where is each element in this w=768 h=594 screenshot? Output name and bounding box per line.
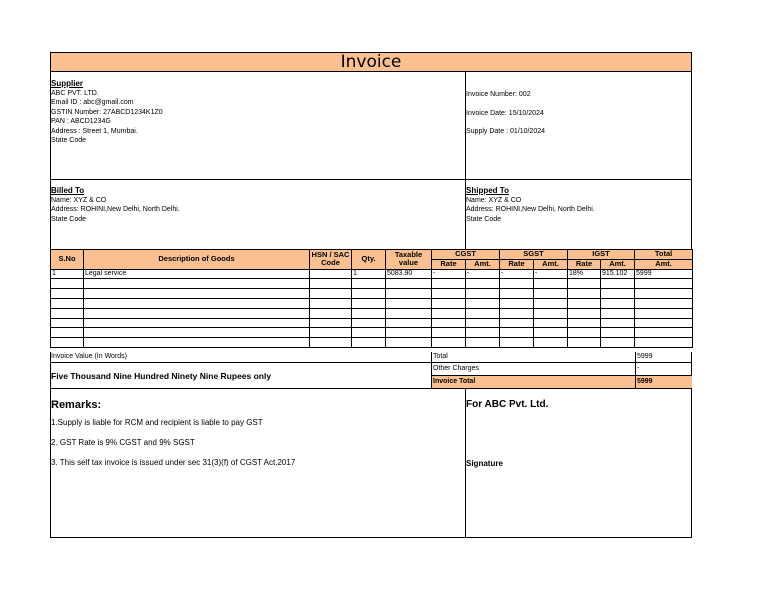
table-cell: 18% — [568, 269, 601, 279]
table-cell — [310, 318, 352, 328]
invoice-date: Invoice Date: 15/10/2024 — [466, 109, 544, 117]
table-cell — [84, 318, 310, 328]
table-cell: 915.102 — [601, 269, 635, 279]
amount-in-words-label: Invoice Value (In Words) — [51, 352, 432, 363]
table-cell: - — [432, 269, 466, 279]
supplier-line: State Code — [51, 137, 87, 144]
table-cell — [601, 328, 635, 338]
table-cell — [500, 289, 534, 299]
table-cell — [466, 318, 500, 328]
table-cell — [466, 328, 500, 338]
table-cell — [568, 298, 601, 308]
table-cell — [432, 328, 466, 338]
table-cell — [386, 289, 432, 299]
table-cell — [432, 279, 466, 289]
other-charges-label: Other Charges — [432, 363, 636, 376]
table-cell — [51, 328, 84, 338]
invoice-meta-section — [465, 71, 692, 180]
shipped-to-heading: Shipped To — [466, 186, 509, 195]
billed-to-section — [50, 179, 466, 250]
table-cell — [386, 338, 432, 348]
table-cell — [51, 308, 84, 318]
table-cell — [601, 308, 635, 318]
table-cell — [386, 279, 432, 289]
table-cell: 5083.90 — [386, 269, 432, 279]
shipped-to-line: Address: ROHINI,New Delhi, North Delhi. — [466, 206, 595, 213]
table-cell — [635, 289, 693, 299]
shipped-to-line: State Code — [466, 215, 502, 223]
table-row — [51, 289, 693, 299]
supplier-heading: Supplier — [51, 79, 84, 88]
table-row — [51, 308, 693, 318]
table-cell — [432, 318, 466, 328]
table-cell — [466, 289, 500, 299]
table-cell — [568, 279, 601, 289]
col-igst-amt: Amt. — [601, 259, 635, 269]
table-cell — [601, 338, 635, 348]
table-cell: Legal service — [84, 269, 310, 279]
supply-date: Supply Date : 01/10/2024 — [466, 128, 546, 135]
table-cell — [352, 289, 386, 299]
table-cell: - — [466, 269, 500, 279]
table-cell — [386, 298, 432, 308]
col-sgst-rate: Rate — [500, 259, 534, 269]
table-cell: 1 — [352, 269, 386, 279]
col-qty: Qty. — [352, 250, 386, 270]
table-cell — [635, 338, 693, 348]
table-row — [51, 328, 693, 338]
table-cell — [352, 328, 386, 338]
table-cell — [352, 318, 386, 328]
remarks-heading: Remarks: — [51, 399, 102, 411]
table-cell — [568, 318, 601, 328]
table-cell — [84, 308, 310, 318]
col-igst: IGST — [568, 250, 635, 260]
col-total: Total — [635, 250, 693, 260]
billed-to-line: Address: ROHINI,New Delhi, North Delhi. — [51, 206, 180, 213]
col-description: Description of Goods — [84, 250, 310, 270]
other-charges-value: - — [636, 363, 692, 376]
table-cell — [386, 328, 432, 338]
amount-in-words-value: Five Thousand Nine Hundred Ninety Nine Rupees only — [51, 363, 432, 388]
remarks-section — [50, 388, 466, 538]
table-cell — [534, 308, 568, 318]
supplier-line: GSTIN Number: 27ABCD1234K1Z0 — [51, 108, 163, 116]
supplier-line: Email ID : abc@gmail.com — [51, 99, 134, 106]
col-hsn: HSN / SAC Code — [310, 250, 352, 270]
table-cell — [84, 338, 310, 348]
table-cell — [601, 298, 635, 308]
table-cell — [534, 289, 568, 299]
table-cell — [84, 328, 310, 338]
supplier-line: ABC PVT. LTD. — [51, 89, 99, 97]
table-cell — [534, 328, 568, 338]
table-cell — [432, 308, 466, 318]
table-cell — [432, 338, 466, 348]
table-cell — [466, 338, 500, 348]
items-table — [50, 249, 693, 348]
shipped-to-section — [465, 179, 692, 250]
shipped-to-line: Name: XYZ & CO — [466, 196, 522, 204]
table-cell — [310, 289, 352, 299]
table-cell — [51, 298, 84, 308]
invoice-page — [50, 52, 692, 538]
signature-company: For ABC Pvt. Ltd. — [466, 399, 549, 410]
table-cell — [635, 308, 693, 318]
table-header-row — [51, 250, 693, 260]
signature-label: Signature — [466, 459, 503, 468]
table-row — [51, 279, 693, 289]
total-label: Total — [432, 352, 636, 363]
table-cell — [568, 308, 601, 318]
table-cell: - — [534, 269, 568, 279]
col-igst-rate: Rate — [568, 259, 601, 269]
supplier-line: PAN : ABCD1234G — [51, 118, 111, 125]
col-total-amt: Amt. — [635, 259, 693, 269]
table-cell — [310, 298, 352, 308]
table-cell — [386, 318, 432, 328]
table-cell — [84, 298, 310, 308]
table-cell — [84, 289, 310, 299]
table-cell — [352, 298, 386, 308]
col-cgst-rate: Rate — [432, 259, 466, 269]
invoice-number: Invoice Number: 002 — [466, 91, 531, 98]
table-cell — [310, 328, 352, 338]
table-cell — [310, 279, 352, 289]
table-cell — [635, 318, 693, 328]
col-sgst: SGST — [500, 250, 568, 260]
table-cell — [352, 308, 386, 318]
billed-to-heading: Billed To — [51, 186, 85, 195]
summary-section — [50, 352, 692, 389]
table-cell — [534, 298, 568, 308]
table-cell — [466, 279, 500, 289]
table-cell — [534, 318, 568, 328]
table-cell — [568, 338, 601, 348]
table-cell — [84, 279, 310, 289]
col-sgst-amt: Amt. — [534, 259, 568, 269]
table-cell — [310, 338, 352, 348]
remark-line: 3. This self tax invoice is issued under sec 31(3)(f) of CGST Act,2017 — [51, 458, 296, 467]
total-value: 5999 — [636, 352, 692, 363]
items-body — [51, 269, 693, 347]
table-cell — [386, 308, 432, 318]
table-cell — [500, 338, 534, 348]
table-row — [51, 269, 693, 279]
table-cell: - — [500, 269, 534, 279]
table-cell — [500, 308, 534, 318]
invoice-total-value: 5999 — [636, 376, 692, 388]
table-cell: 5999 — [635, 269, 693, 279]
table-row — [51, 298, 693, 308]
table-cell — [534, 279, 568, 289]
table-cell — [601, 279, 635, 289]
table-row — [51, 318, 693, 328]
supplier-line: Address : Street 1, Mumbai. — [51, 127, 138, 135]
table-cell — [635, 328, 693, 338]
col-taxable: Taxable value — [386, 250, 432, 270]
table-cell — [51, 279, 84, 289]
billed-to-line: State Code — [51, 215, 87, 223]
table-cell — [568, 289, 601, 299]
table-cell — [568, 328, 601, 338]
table-cell — [51, 338, 84, 348]
billed-to-line: Name: XYZ & CO — [51, 196, 107, 204]
table-cell — [635, 279, 693, 289]
col-sno: S.No — [51, 250, 84, 270]
table-cell — [51, 318, 84, 328]
supplier-section — [50, 71, 466, 180]
invoice-title-bar — [50, 52, 692, 72]
remark-line: 1.Supply is liable for RCM and recipient is liable to pay GST — [51, 418, 263, 427]
remark-line: 2. GST Rate is 9% CGST and 9% SGST — [51, 438, 195, 447]
table-cell — [500, 298, 534, 308]
table-cell — [601, 289, 635, 299]
table-cell — [352, 338, 386, 348]
table-cell — [310, 269, 352, 279]
table-cell — [601, 318, 635, 328]
col-cgst: CGST — [432, 250, 500, 260]
table-cell — [352, 279, 386, 289]
invoice-total-label: Invoice Total — [432, 376, 636, 388]
table-cell — [635, 298, 693, 308]
table-cell — [432, 298, 466, 308]
table-cell — [310, 308, 352, 318]
table-row — [51, 338, 693, 348]
table-cell — [500, 328, 534, 338]
invoice-title: Invoice — [340, 52, 402, 72]
table-cell: 1 — [51, 269, 84, 279]
table-cell — [534, 338, 568, 348]
table-cell — [466, 298, 500, 308]
signature-section — [465, 388, 692, 538]
table-cell — [51, 289, 84, 299]
table-cell — [466, 308, 500, 318]
col-cgst-amt: Amt. — [466, 259, 500, 269]
table-cell — [500, 318, 534, 328]
table-cell — [500, 279, 534, 289]
table-cell — [432, 289, 466, 299]
